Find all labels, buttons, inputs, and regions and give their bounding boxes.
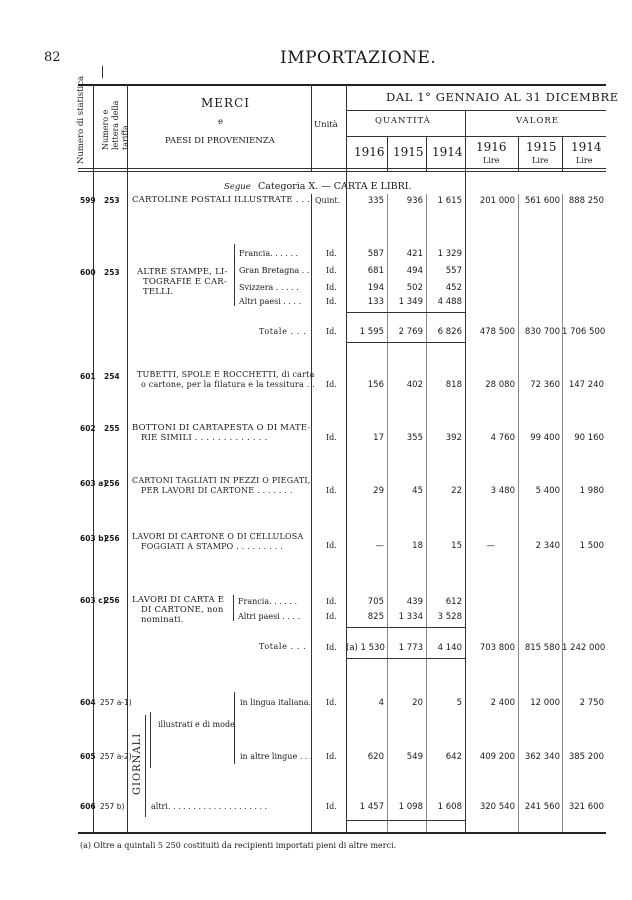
value-1914: 1 706 500 <box>562 327 606 337</box>
qty-1914: 6 826 <box>437 327 462 337</box>
value-1915: 241 560 <box>524 802 560 812</box>
e-header: e <box>218 117 224 127</box>
period-rule <box>346 110 606 111</box>
subtotal-rule <box>346 820 466 821</box>
tariff-number: 257 a-1) <box>100 698 132 707</box>
header-bottom-rule <box>78 168 606 169</box>
qty-1916: 17 <box>373 433 384 443</box>
qty-1915: 936 <box>406 196 423 206</box>
stat-number: 599 <box>80 196 96 205</box>
unit: Id. <box>326 380 337 389</box>
value-1914: 321 600 <box>568 802 604 812</box>
value-1915: 815 580 <box>524 643 560 653</box>
value-1914: 1 980 <box>579 486 604 496</box>
giornali-label: GIORNALI <box>132 732 143 795</box>
page-number: 82 <box>44 50 61 65</box>
col-stat-header: Numero di statistica <box>76 75 86 164</box>
unit: Id. <box>326 283 337 292</box>
tariff-number: 254 <box>104 372 120 381</box>
qty-1914: 4 140 <box>437 643 462 653</box>
value-1915: 72 360 <box>530 380 560 390</box>
qty-1915: 439 <box>406 597 423 607</box>
total-label: Totale . . . <box>259 327 307 336</box>
tariff-number: 256 <box>104 479 120 488</box>
qty-1915: 494 <box>406 266 423 276</box>
qty-1914: 612 <box>445 597 462 607</box>
value-1915: 2 340 <box>535 541 560 551</box>
qty-1915: 1 098 <box>398 802 423 812</box>
qty-1914: 3 528 <box>437 612 462 622</box>
year-header: 1916 <box>476 140 507 154</box>
item-name: TUBETTI, SPOLE E ROCCHETTI, di carta <box>137 370 315 379</box>
item-name: TELLI. <box>143 287 174 297</box>
brace <box>234 244 235 306</box>
table-bottom-rule <box>78 832 606 834</box>
stat-number: 604 <box>80 698 96 707</box>
country-name: Altri paesi . . . . <box>238 612 301 621</box>
unit: Id. <box>326 327 337 336</box>
value-1914: 385 200 <box>568 752 604 762</box>
col-divider <box>426 136 427 172</box>
qty-1915: 18 <box>412 541 423 551</box>
value-1916: 320 540 <box>479 802 515 812</box>
page-title: IMPORTAZIONE. <box>280 48 437 68</box>
item-name: FOGGIATI A STAMPO . . . . . . . . . <box>141 542 283 551</box>
value-1914: 888 250 <box>568 196 604 206</box>
item-name: ALTRE STAMPE, LI- <box>137 267 228 277</box>
qty-1914: 1 615 <box>437 196 462 206</box>
stat-number: 603 c) <box>80 596 107 605</box>
qty-1916: 133 <box>367 297 384 307</box>
qty-1914: 1 608 <box>437 802 462 812</box>
qty-1916: 587 <box>367 249 384 259</box>
qty-1914: 5 <box>456 698 462 708</box>
unit: Id. <box>326 266 337 275</box>
tariff-number: 255 <box>104 424 120 433</box>
qty-value-rule <box>346 136 606 137</box>
segue-label: Segue <box>224 182 251 192</box>
lire-label: Lire <box>532 156 549 165</box>
value-1915: 99 400 <box>530 433 560 443</box>
tariff-number: 253 <box>104 196 120 205</box>
item-name: CARTONI TAGLIATI IN PEZZI O PIEGATI, <box>132 476 311 485</box>
total-label: Totale . . . <box>259 642 307 651</box>
lire-label: Lire <box>483 156 500 165</box>
qty-1914: 452 <box>445 283 462 293</box>
qty-1915: 45 <box>412 486 423 496</box>
country-name: Francia. . . . . . <box>239 249 299 258</box>
quantita-header: QUANTITÀ <box>375 116 431 126</box>
unit: Quint. <box>315 196 341 205</box>
qty-1914: 15 <box>451 541 462 551</box>
item-name: TOGRAFIE E CAR- <box>143 277 227 287</box>
value-1916: 4 760 <box>490 433 515 443</box>
qty-1915: 402 <box>406 380 423 390</box>
value-1915: 561 600 <box>524 196 560 206</box>
tariff-number: 256 <box>104 596 120 605</box>
unit: Id. <box>326 752 337 761</box>
item-name: DI CARTONE, non <box>141 605 224 615</box>
item-name: LAVORI DI CARTONE O DI CELLULOSA <box>132 532 304 541</box>
qty-1915: 2 769 <box>398 327 423 337</box>
col-divider <box>562 194 563 832</box>
unit: Id. <box>326 698 337 707</box>
stat-number: 603 a) <box>80 479 107 488</box>
brace <box>150 712 151 768</box>
col-divider <box>311 194 312 832</box>
unit: Id. <box>326 802 337 811</box>
stat-number: 605 <box>80 752 96 761</box>
qty-1915: 502 <box>406 283 423 293</box>
subtotal-rule <box>346 342 466 343</box>
col-divider <box>127 84 128 832</box>
value-1915: 12 000 <box>530 698 560 708</box>
unit: Id. <box>326 297 337 306</box>
qty-1916: 194 <box>367 283 384 293</box>
giornali-rule <box>145 715 146 817</box>
value-1916: 201 000 <box>479 196 515 206</box>
col-divider <box>518 136 519 172</box>
value-1916: — <box>486 541 495 551</box>
tariff-number: 257 b) <box>100 802 125 811</box>
col-divider <box>562 136 563 172</box>
col-tariff-header: Numero e lettera della tariffa <box>101 100 130 150</box>
brace <box>234 692 235 764</box>
category-title: Categoria X. — CARTA E LIBRI. <box>258 181 412 192</box>
value-1915: 5 400 <box>535 486 560 496</box>
merci-header: MERCI <box>201 96 251 110</box>
qty-1915: 1 773 <box>398 643 423 653</box>
value-1914: 2 750 <box>579 698 604 708</box>
qty-1915: 421 <box>406 249 423 259</box>
year-header: 1915 <box>393 145 424 159</box>
paesi-header: PAESI DI PROVENIENZA <box>165 136 275 146</box>
value-1916: 409 200 <box>479 752 515 762</box>
qty-1916: 335 <box>367 196 384 206</box>
country-name: Francia. . . . . . <box>238 597 298 606</box>
unit: Id. <box>326 433 337 442</box>
qty-1916: 705 <box>367 597 384 607</box>
qty-1916: — <box>375 541 384 551</box>
year-header: 1914 <box>571 140 602 154</box>
unit: Id. <box>326 612 337 621</box>
valore-header: VALORE <box>516 116 559 126</box>
value-1916: 28 080 <box>485 380 515 390</box>
tariff-number: 256 <box>104 534 120 543</box>
value-1914: 147 240 <box>568 380 604 390</box>
stat-number: 606 <box>80 802 96 811</box>
qty-1916: (a) 1 530 <box>346 643 385 653</box>
col-divider <box>465 110 466 832</box>
country-name: Gran Bretagna . . <box>239 266 310 275</box>
qty-1916: 681 <box>367 266 384 276</box>
margin-mark <box>102 66 103 78</box>
stat-number: 600 <box>80 268 96 277</box>
item-name: in lingua italiana. <box>240 698 312 707</box>
stat-number: 603 b) <box>80 534 108 543</box>
qty-1914: 22 <box>451 486 462 496</box>
qty-1915: 549 <box>406 752 423 762</box>
unit: Id. <box>326 597 337 606</box>
qty-1915: 20 <box>412 698 423 708</box>
col-divider <box>387 136 388 172</box>
value-1916: 703 800 <box>479 643 515 653</box>
value-1916: 2 400 <box>490 698 515 708</box>
subtotal-rule <box>346 312 466 313</box>
unit: Id. <box>326 541 337 550</box>
qty-1915: 1 334 <box>398 612 423 622</box>
qty-1914: 642 <box>445 752 462 762</box>
item-name: nominati. <box>141 615 184 625</box>
period-header: DAL 1° GENNAIO AL 31 DICEMBRE <box>386 90 619 104</box>
year-header: 1914 <box>432 145 463 159</box>
illustrati-label: illustrati e di mode <box>158 720 235 729</box>
footnote: (a) Oltre a quintali 5 250 costituiti da recipienti importati pieni di altre merci. <box>80 841 397 850</box>
tariff-number: 257 a-2) <box>100 752 132 761</box>
year-header: 1916 <box>354 145 385 159</box>
qty-1916: 1 457 <box>359 802 384 812</box>
qty-1916: 620 <box>367 752 384 762</box>
item-name: RIE SIMILI . . . . . . . . . . . . . <box>141 433 268 443</box>
qty-1916: 156 <box>367 380 384 390</box>
lire-label: Lire <box>576 156 593 165</box>
value-1914: 1 500 <box>579 541 604 551</box>
item-name: BOTTONI DI CARTAPESTA O DI MATE- <box>132 423 311 433</box>
qty-1914: 392 <box>445 433 462 443</box>
country-name: Altri paesi . . . . <box>239 297 302 306</box>
value-1914: 90 160 <box>574 433 604 443</box>
item-name: CARTOLINE POSTALI ILLUSTRATE . . . <box>132 195 311 205</box>
qty-1914: 1 329 <box>437 249 462 259</box>
unit: Id. <box>326 249 337 258</box>
unit: Id. <box>326 643 337 652</box>
value-1915: 362 340 <box>524 752 560 762</box>
unit: Id. <box>326 486 337 495</box>
subtotal-rule <box>346 658 466 659</box>
qty-1914: 557 <box>445 266 462 276</box>
qty-1915: 1 349 <box>398 297 423 307</box>
item-name: altri. . . . . . . . . . . . . . . . . . . . <box>151 802 268 811</box>
item-name: PER LAVORI DI CARTONE . . . . . . . <box>141 486 293 495</box>
value-1914: 1 242 000 <box>562 643 606 653</box>
item-name: LAVORI DI CARTA E <box>132 595 225 605</box>
stat-number: 602 <box>80 424 96 433</box>
qty-1916: 29 <box>373 486 384 496</box>
qty-1916: 825 <box>367 612 384 622</box>
brace <box>233 595 234 621</box>
item-name: o cartone, per la filatura e la tessitura . . <box>141 380 315 389</box>
stat-number: 601 <box>80 372 96 381</box>
qty-1914: 818 <box>445 380 462 390</box>
value-1916: 3 480 <box>490 486 515 496</box>
unita-header: Unità <box>314 120 338 130</box>
qty-1914: 4 488 <box>437 297 462 307</box>
value-1916: 478 500 <box>479 327 515 337</box>
item-name: in altre lingue . . . <box>240 752 313 761</box>
qty-1916: 1 595 <box>359 327 384 337</box>
country-name: Svizzera . . . . . <box>239 283 299 292</box>
qty-1915: 355 <box>406 433 423 443</box>
tariff-number: 253 <box>104 268 120 277</box>
table-top-rule <box>78 84 606 86</box>
subtotal-rule <box>346 627 466 628</box>
col-divider <box>311 84 312 172</box>
col-divider <box>518 194 519 832</box>
header-bottom-rule-2 <box>78 171 606 172</box>
value-1915: 830 700 <box>524 327 560 337</box>
qty-1916: 4 <box>378 698 384 708</box>
year-header: 1915 <box>526 140 557 154</box>
